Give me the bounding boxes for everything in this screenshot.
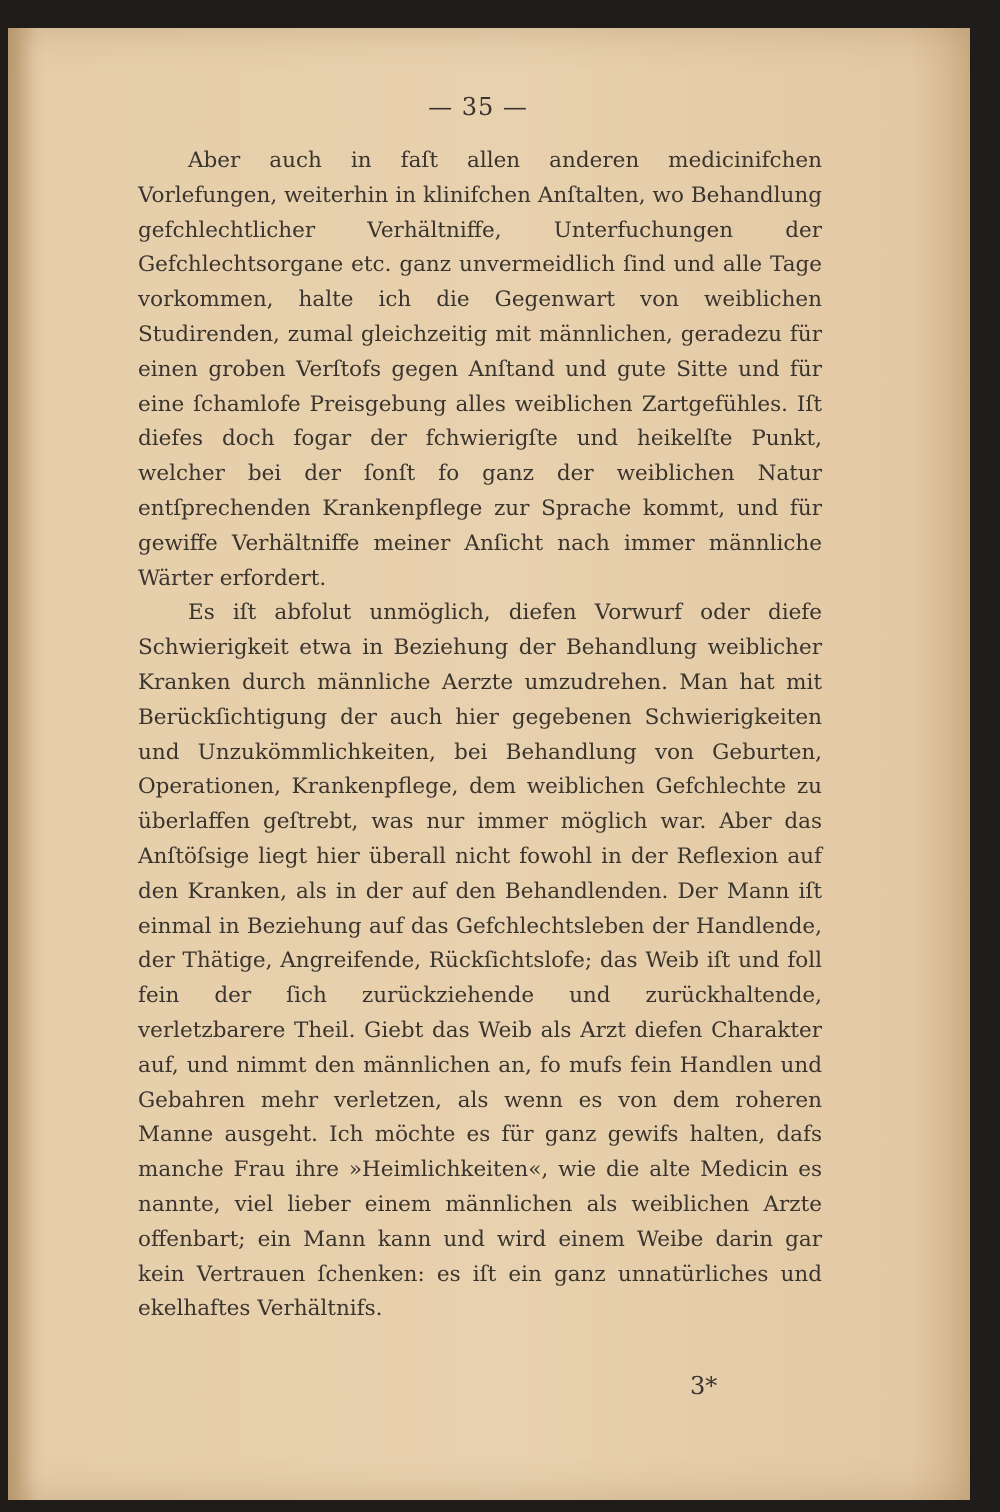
paragraph-2: Es iſt abfolut unmöglich, diefen Vorwurf oder diefe Schwierigkeit etwa in Beziehung der Behandlung weiblicher Kranken durch männliche Aerzte umzudrehen. Man hat mit Berückſichtigung der auch hier gegebenen Schwierigkeiten und Unzukömmlichkeiten, bei Behandlung von Geburten, Operationen, Krankenpflege, dem weiblichen Gefchlechte zu überlaffen geſtrebt, was nur immer möglich war. Aber das Anſtöſsige liegt hier überall nicht fowohl in der Reflexion auf den Kranken, als in der auf den Behandlenden. Der Mann iſt einmal in Beziehung auf das Gefchlechtsleben der Handlende, der Thätige, Angreifende, Rückſichtslofe; das Weib iſt und foll fein der ſich zurückziehende und zurückhaltende, verletzbarere Theil. Giebt das Weib als Arzt diefen Charakter auf, und nimmt den männlichen an, fo mufs fein Handlen und Gebahren mehr verletzen, als wenn es von dem roheren Manne ausgeht. Ich möchte es für ganz gewifs halten, dafs manche Frau ihre »Heimlichkeiten«, wie die alte Medicin es nannte, viel lieber einem männlichen als weiblichen Arzte offenbart; ein Mann kann und wird einem Weibe darin gar kein Vertrauen ſchenken: es iſt ein ganz unnatürliches und ekelhaftes Verhältnifs. — [138, 600, 822, 1322]
page-gutter-shadow — [8, 28, 34, 1500]
paragraph-1: Aber auch in faſt allen anderen medicinifchen Vorlefungen, weiterhin in klinifchen Anſtalten, wo Behandlung gefchlechtlicher Verhältniffe, Unterfuchungen der Gefchlechtsorgane etc. ganz unvermeidlich ſind und alle Tage vorkommen, halte ich die Gegenwart von weiblichen Studirenden, zumal gleichzeitig mit männlichen, geradezu für einen groben Verſtofs gegen Anſtand und gute Sitte und für eine ſchamlofe Preisgebung alles weiblichen Zartgefühles. Iſt diefes doch fogar der fchwierigſte und heikelſte Punkt, welcher bei der ſonſt fo ganz der weiblichen Natur entſprechenden Krankenpflege zur Sprache kommt, und für gewiffe Verhältniffe meiner Anſicht nach immer männliche Wärter erfordert. — [138, 148, 822, 591]
signature-mark: 3* — [690, 1372, 718, 1400]
page-number: — 35 — — [428, 93, 528, 121]
page-text-block — [138, 93, 822, 1327]
